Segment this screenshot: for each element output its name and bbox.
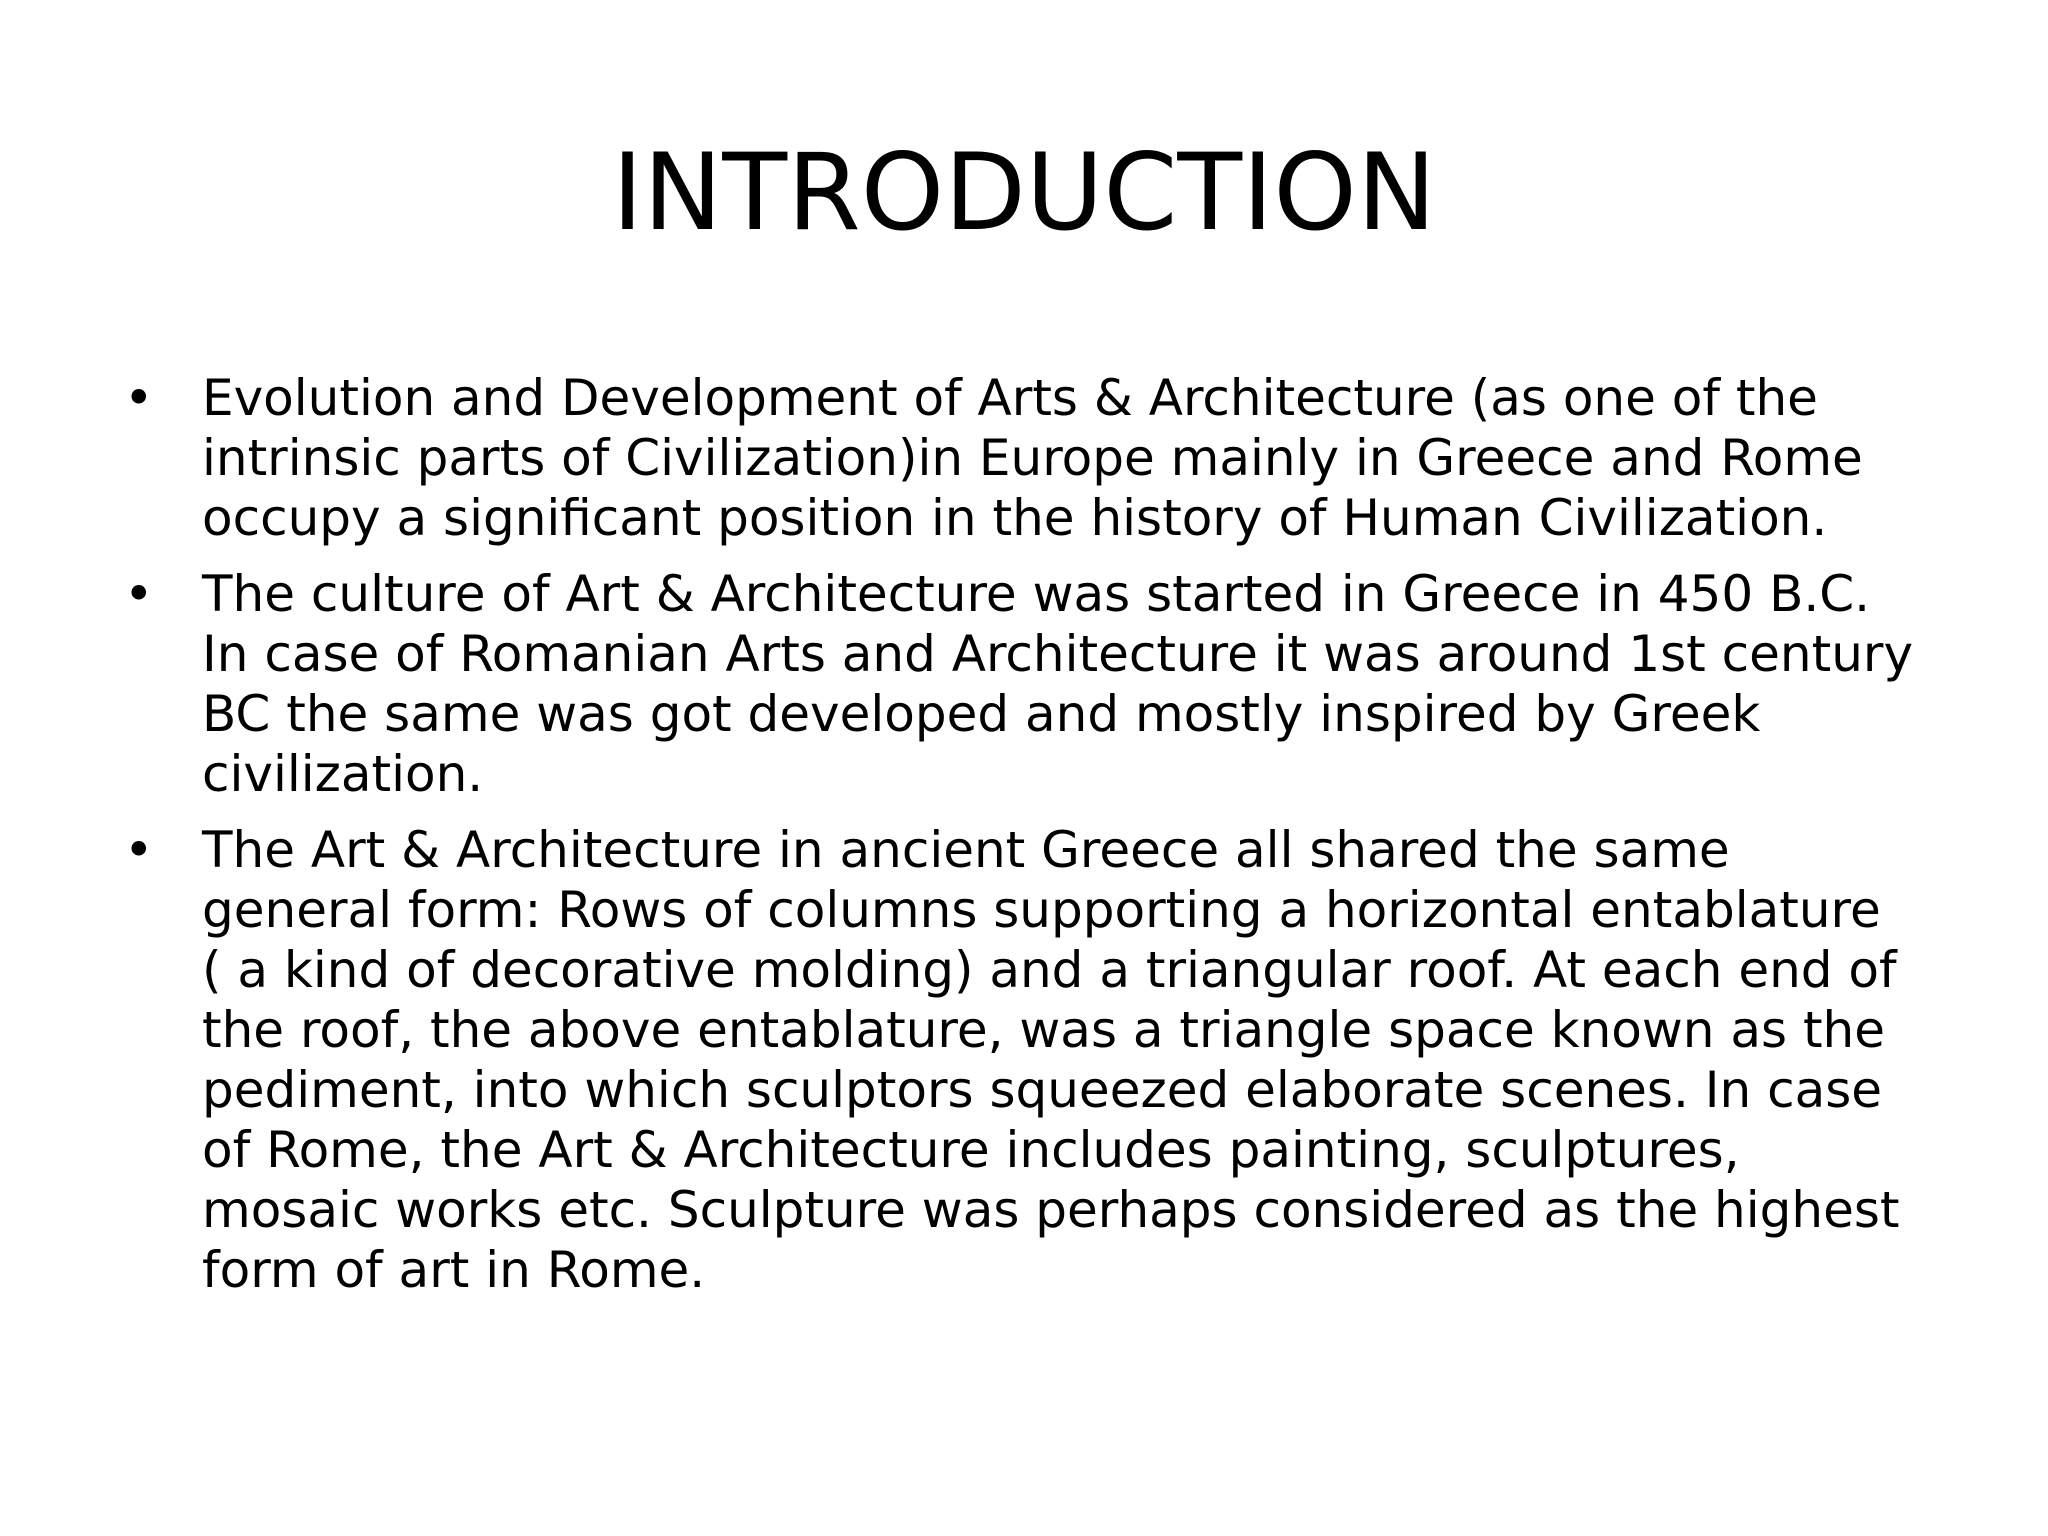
bullet-3-line-1: The Art & Architecture in ancient Greece all shared the same bbox=[202, 821, 1730, 879]
slide-title: INTRODUCTION bbox=[611, 131, 1437, 254]
bullet-1-line-1: Evolution and Development of Arts & Architecture (as one of the bbox=[202, 369, 1818, 427]
bullet-dot-icon: • bbox=[124, 821, 154, 879]
bullet-3-line-4: the roof, the above entablature, was a triangle space known as the bbox=[202, 1001, 1886, 1059]
bullet-3-line-6: of Rome, the Art & Architecture includes painting, sculptures, bbox=[202, 1121, 1740, 1179]
bullet-list bbox=[118, 368, 1948, 1316]
bullet-dot-icon: • bbox=[124, 565, 154, 623]
bullet-3-line-2: general form: Rows of columns supporting a horizontal entablature bbox=[202, 881, 1881, 939]
bullet-3-line-3: ( a kind of decorative molding) and a triangular roof. At each end of bbox=[202, 941, 1897, 999]
bullet-item-2 bbox=[118, 564, 1948, 804]
bullet-2-line-1: The culture of Art & Architecture was started in Greece in 450 B.C. bbox=[202, 565, 1871, 623]
bullet-3-line-8: form of art in Rome. bbox=[202, 1241, 706, 1299]
bullet-item-3 bbox=[118, 820, 1948, 1300]
bullet-2-line-2: In case of Romanian Arts and Architecture it was around 1st century bbox=[202, 625, 1914, 683]
bullet-item-1 bbox=[118, 368, 1948, 548]
bullet-dot-icon: • bbox=[124, 369, 154, 427]
bullet-3-line-7: mosaic works etc. Sculpture was perhaps considered as the highest bbox=[202, 1181, 1900, 1239]
bullet-3-line-5: pediment, into which sculptors squeezed elaborate scenes. In case bbox=[202, 1061, 1883, 1119]
bullet-2-line-3: BC the same was got developed and mostly inspired by Greek bbox=[202, 685, 1761, 743]
bullet-1-line-2: intrinsic parts of Civilization)in Europe mainly in Greece and Rome bbox=[202, 429, 1863, 487]
bullet-2-line-4: civilization. bbox=[202, 745, 484, 803]
bullet-1-line-3: occupy a significant position in the history of Human Civilization. bbox=[202, 489, 1828, 547]
